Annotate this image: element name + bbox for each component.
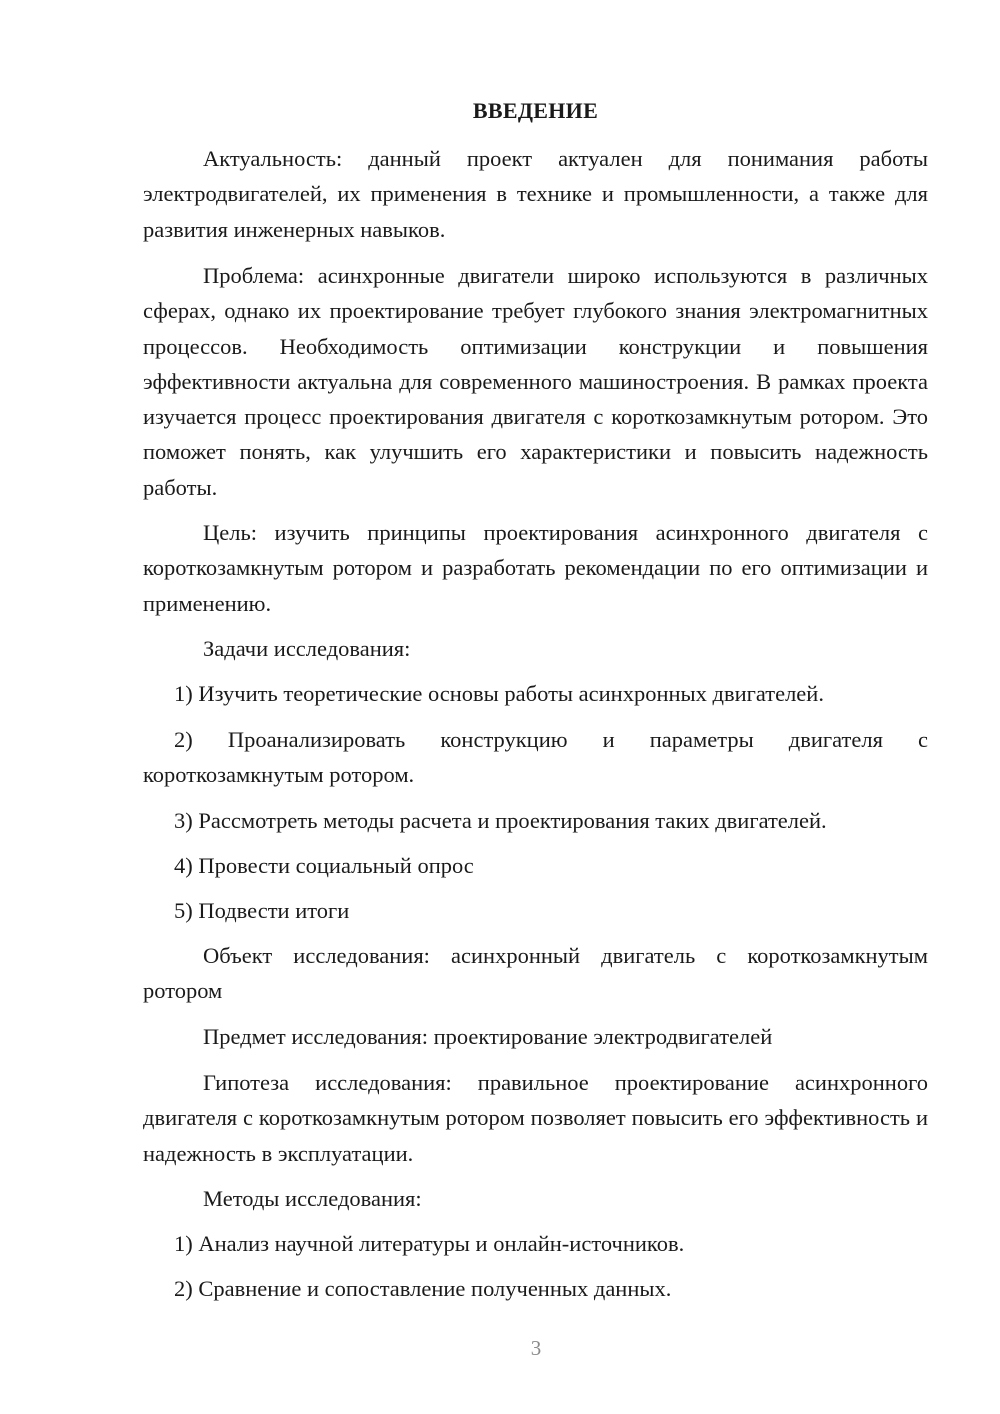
list-item-method-1: 1) Анализ научной литературы и онлайн-источников. (174, 1231, 685, 1256)
paragraph-problem: Проблема: асинхронные двигатели широко используются в различных сферах, однако их проектирование требует глубокого знания электромагнитных процессов. Необходимость оптимизации конструкции и повышения эффективности актуальна для современного машиностроения. В рамках проекта изучается процесс проектирования двигателя с короткозамкнутым ротором. Это поможет понять, как улучшить его характеристики и повысить надежность работы. (143, 263, 928, 500)
list-item-task-3: 3) Рассмотреть методы расчета и проектирования таких двигателей. (174, 808, 827, 833)
paragraph-methods-heading: Методы исследования: (203, 1186, 422, 1211)
paragraph-hypothesis: Гипотеза исследования: правильное проектирование асинхронного двигателя с короткозамкнутым ротором позволяет повысить его эффективность и надежность в эксплуатации. (143, 1070, 928, 1166)
section-title: ВВЕДЕНИЕ (472, 98, 599, 123)
paragraph-relevance: Актуальность: данный проект актуален для понимания работы электродвигателей, их применения в технике и промышленности, а также для развития инженерных навыков. (143, 146, 928, 242)
paragraph-goal: Цель: изучить принципы проектирования асинхронного двигателя с короткозамкнутым ротором и разработать рекомендации по его оптимизации и применению. (143, 520, 928, 616)
page-number: 3 (530, 1336, 542, 1360)
paragraph-object: Объект исследования: асинхронный двигатель с короткозамкнутым ротором (143, 943, 928, 1004)
paragraph-subject: Предмет исследования: проектирование электродвигателей (203, 1024, 773, 1049)
paragraph-tasks-heading: Задачи исследования: (203, 636, 411, 661)
list-item-task-4: 4) Провести социальный опрос (174, 853, 474, 878)
list-item-task-5: 5) Подвести итоги (174, 898, 350, 923)
list-item-method-2: 2) Сравнение и сопоставление полученных данных. (174, 1276, 672, 1301)
list-item-task-2: 2) Проанализировать конструкцию и параметры двигателя с короткозамкнутым ротором. (143, 727, 928, 788)
list-item-task-1: 1) Изучить теоретические основы работы асинхронных двигателей. (174, 681, 824, 706)
